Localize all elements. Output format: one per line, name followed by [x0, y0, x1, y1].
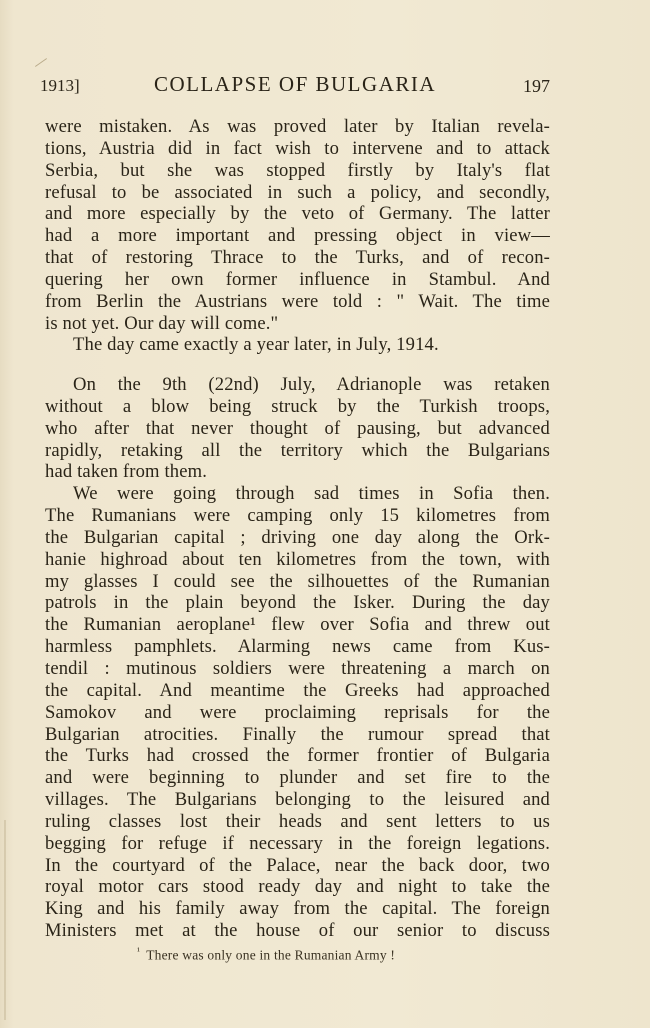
paragraph-2 — [45, 334, 550, 356]
text-line: who after that never thought of pausing, but advanced — [45, 417, 550, 439]
paragraph-3 — [45, 374, 550, 483]
text-line: the Bulgarian capital ; driving one day along the Ork- — [45, 526, 550, 548]
text-line: had taken from them. — [45, 461, 208, 483]
footnote-mark: ¹ — [137, 946, 141, 957]
paragraph-1 — [45, 116, 550, 334]
text-line: is not yet. Our day will come." — [45, 312, 279, 334]
text-line: were mistaken. As was proved later by Italian revela- — [45, 116, 550, 137]
text-block-top — [45, 116, 550, 356]
text-line: Bulgarian atrocities. Finally the rumour spread that — [45, 723, 550, 745]
text-line: and were beginning to plunder and set fire to the — [45, 767, 550, 789]
text-line: ruling classes lost their heads and sent letters to us — [45, 810, 550, 832]
running-header — [40, 72, 550, 104]
text-line: Samokov and were proclaiming reprisals for the — [45, 701, 550, 723]
text-line: harmless pamphlets. Alarming news came from Kus- — [45, 636, 550, 658]
text-line: that of restoring Thrace to the Turks, and of recon- — [45, 247, 550, 269]
text-line: the capital. And meantime the Greeks had approached — [45, 679, 550, 701]
text-line: the Turks had crossed the former frontier of Bulgaria — [45, 745, 550, 767]
page-edge — [4, 820, 6, 1020]
text-line: rapidly, retaking all the territory which the Bulgarians — [45, 439, 550, 461]
text-line: The day came exactly a year later, in July, 1914. — [73, 334, 439, 356]
text-line: In the courtyard of the Palace, near the back door, two — [45, 854, 550, 876]
text-line: tions, Austria did in fact wish to intervene and to attack — [45, 137, 550, 159]
text-line: tendil : mutinous soldiers were threatening a march on — [45, 657, 550, 679]
header-title: COLLAPSE OF BULGARIA — [153, 72, 437, 96]
text-line: refusal to be associated in such a policy, and secondly, — [45, 181, 550, 203]
text-line: without a blow being struck by the Turkish troops, — [45, 395, 550, 417]
text-line: On the 9th (22nd) July, Adrianople was retaken — [73, 374, 550, 395]
text-line: begging for refuge if necessary in the foreign legations. — [45, 832, 550, 854]
header-year: 1913] — [40, 76, 80, 95]
text-line: The Rumanians were camping only 15 kilometres from — [45, 505, 550, 527]
text-line: my glasses I could see the silhouettes of the Rumanian — [45, 570, 550, 592]
text-line: We were going through sad times in Sofia then. — [73, 483, 550, 505]
text-line: villages. The Bulgarians belonging to the leisured and — [45, 789, 550, 811]
footnote-text: There was only one in the Rumanian Army ! — [146, 947, 396, 963]
text-line: King and his family away from the capital. The foreign — [45, 898, 550, 920]
text-line: had a more important and pressing object in view— — [45, 225, 550, 247]
text-line: Ministers met at the house of our senior to discuss — [45, 920, 550, 942]
paragraph-4 — [45, 483, 550, 942]
text-block-bottom — [45, 374, 550, 942]
page-number: 197 — [523, 76, 550, 96]
text-line: royal motor cars stood ready day and night to take the — [45, 876, 550, 898]
margin-mark — [35, 58, 47, 67]
text-line: hanie highroad about ten kilometres from the town, with — [45, 548, 550, 570]
text-line: from Berlin the Austrians were told : " Wait. The time — [45, 290, 550, 312]
footnote — [137, 946, 395, 964]
text-line: the Rumanian aeroplane¹ flew over Sofia and threw out — [45, 614, 550, 636]
text-line: quering her own former influence in Stambul. And — [45, 268, 550, 290]
text-line: patrols in the plain beyond the Isker. During the day — [45, 592, 550, 614]
text-line: Serbia, but she was stopped firstly by Italy's flat — [45, 159, 550, 181]
text-line: and more especially by the veto of Germany. The latter — [45, 203, 550, 225]
